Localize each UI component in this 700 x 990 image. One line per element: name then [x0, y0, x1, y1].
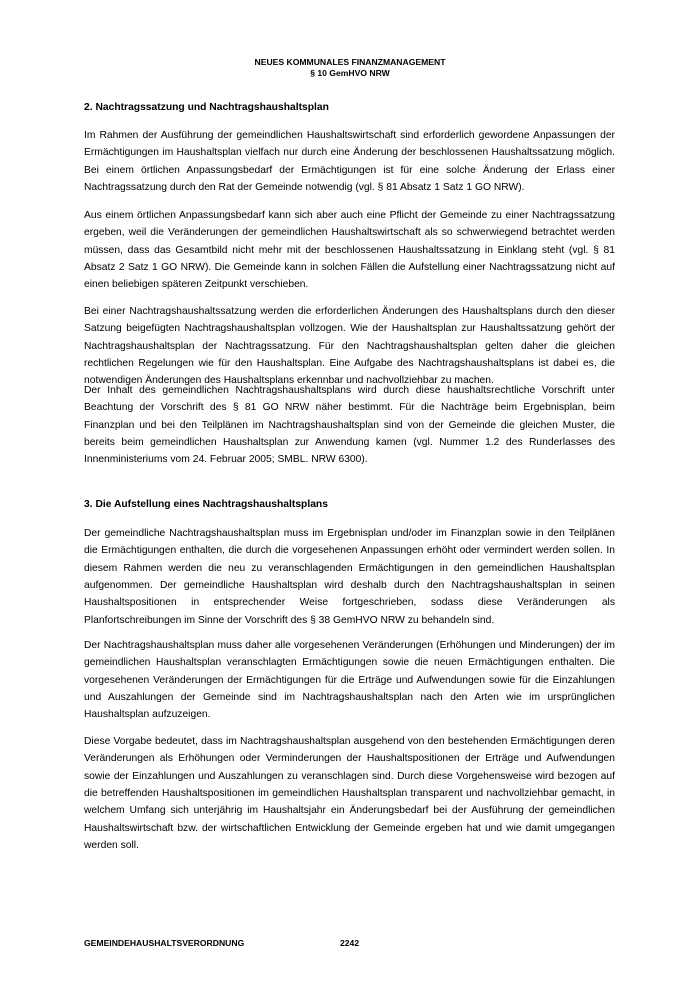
- footer-title: GEMEINDEHAUSHALTSVERORDNUNG: [84, 938, 245, 948]
- paragraph: Der Nachtragshaushaltsplan muss daher alle vorgesehenen Veränderungen (Erhöhungen und Minderungen) der im gemeindlichen Haushaltsplan veranschlagten Ermächtigungen sowie die neuen Ermächtigungen enthalten. Die vorgesehenen Veränderungen der Ermächtigungen für die Erträge und Aufwendungen sowie für die Einzahlungen und Auszahlungen der Gemeinde sind im Nachtragshaushaltsplan nach den Arten wie im ursprünglichen Haushaltsplan aufzuzeigen.: [84, 640, 615, 721]
- document-header-subtitle: § 10 GemHVO NRW: [310, 68, 390, 78]
- document-header-title: NEUES KOMMUNALES FINANZMANAGEMENT: [254, 57, 446, 67]
- page-number: 2242: [340, 938, 360, 948]
- paragraph: Diese Vorgabe bedeutet, dass im Nachtragshaushaltsplan ausgehend von den bestehenden Ermächtigungen deren Veränderungen als Erhöhungen oder Verminderungen der Haushaltspositionen der Erträge und Aufwendungen sowie der Einzahlungen und Auszahlungen zu veranschlagen sind. Durch diese Vorgehensweise wird bezogen auf die betreffenden Haushaltspositionen im gemeindlichen Haushaltsplan transparent und nachvollziehbar gemacht, in welchem Umfang sich unterjährig im Haushaltsjahr ein Änderungsbedarf bei der Ausführung der gemeindlichen Haushaltswirtschaft bzw. der wirtschaftlichen Entwicklung der Gemeinde ergeben hat und wie damit umgegangen werden soll.: [84, 736, 615, 852]
- paragraph: Der gemeindliche Nachtragshaushaltsplan muss im Ergebnisplan und/oder im Finanzplan sowie in den Teilplänen die Ermächtigungen enthalten, die durch die vorgesehenen Anpassungen erhöht oder vermindert werden sollen. In diesem Rahmen werden die neu zu veranschlagenden Ermächtigungen in den gemeindlichen Haushaltsplan aufgenommen. Der gemeindliche Haushaltsplan wird deshalb durch den Nachtragshaushaltsplan in seinen Haushaltspositionen in entsprechender Weise fortgeschrieben, sodass diese Veränderungen als Planfortschreibungen im Sinne der Vorschrift des § 38 GemHVO NRW zu behandeln sind.: [84, 528, 615, 626]
- paragraph: Der Inhalt des gemeindlichen Nachtragshaushaltsplans wird durch diese haushaltsrechtliche Vorschrift unter Beachtung der Vorschrift des § 81 GO NRW näher bestimmt. Für die Nachträge beim Ergebnisplan, beim Finanzplan und bei den Teilplänen im Nachtragshaushaltsplan sind von der Gemeinde die gleichen Muster, die bereits beim gemeindlichen Haushaltsplan zur Anwendung kamen (vgl. Nummer 1.2 des Runderlasses des Innenministeriums vom 24. Februar 2005; SMBL. NRW 6300).: [84, 385, 615, 466]
- paragraph: Bei einer Nachtragshaushaltssatzung werden die erforderlichen Änderungen des Haushaltsplans durch den dieser Satzung beigefügten Nachtragshaushaltsplan vollzogen. Wie der Haushaltsplan zur Haushaltssatzung gehört der Nachtragshaushaltsplan der Nachtragssatzung. Für den Nachtragshaushaltsplan gelten daher die gleichen rechtlichen Regelungen wie für den Haushaltsplan. Eine Aufgabe des Nachtragshaushaltsplans ist dabei es, die notwendigen Änderungen des Haushaltsplans erkennbar und nachvollziehbar zu machen.: [84, 306, 615, 387]
- paragraph: Im Rahmen der Ausführung der gemeindlichen Haushaltswirtschaft sind erforderlich gewordene Anpassungen der Ermächtigungen im Haushaltsplan vielfach nur durch eine Änderung der beschlossenen Haushaltssatzung möglich. Bei einem örtlichen Anpassungsbedarf der Ermächtigungen ist für eine solche Änderung der Erlass einer Nachtragssatzung durch den Rat der Gemeinde notwendig (vgl. § 81 Absatz 1 Satz 1 GO NRW).: [84, 130, 615, 194]
- section-heading: 3. Die Aufstellung eines Nachtragshaushaltsplans: [84, 499, 328, 510]
- section-heading: 2. Nachtragssatzung und Nachtragshaushaltsplan: [84, 102, 329, 113]
- paragraph: Aus einem örtlichen Anpassungsbedarf kann sich aber auch eine Pflicht der Gemeinde zu einer Nachtragssatzung ergeben, weil die Veränderungen der gemeindlichen Haushaltswirtschaft als so schwerwiegend betrachtet werden müssen, dass das Gesamtbild nicht mehr mit der beschlossenen Haushaltssatzung in Einklang steht (vgl. § 81 Absatz 2 Satz 1 GO NRW). Die Gemeinde kann in solchen Fällen die Aufstellung einer Nachtragssatzung nicht auf einen beliebigen späteren Zeitpunkt verschieben.: [84, 210, 615, 291]
